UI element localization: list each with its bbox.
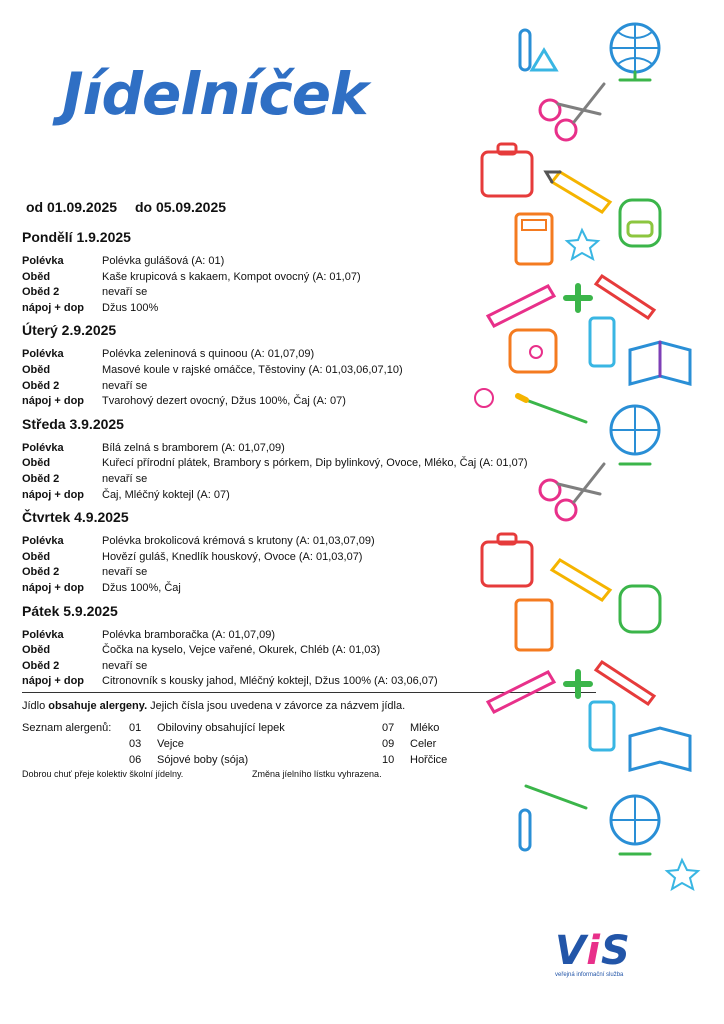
allergen-name: Obiloviny obsahující lepek [157, 722, 285, 734]
calculator-icon [516, 600, 552, 650]
meal-value: Džus 100% [102, 301, 159, 314]
allergen-item [382, 736, 447, 752]
page-title: Jídelníček [62, 60, 368, 128]
briefcase-icon [510, 330, 556, 372]
allergen-code: 01 [129, 722, 142, 734]
day-title: Pondělí 1.9.2025 [22, 229, 131, 245]
meal-label: Oběd 2 [22, 566, 60, 579]
meal-value: Hovězí guláš, Knedlík houskový, Ovoce (A: 01,03,07) [102, 550, 363, 563]
meal-value: nevaří se [102, 659, 148, 672]
meal-value: Čočka na kyselo, Vejce vařené, Okurek, Chléb (A: 01,03) [102, 644, 381, 657]
meal-value: Čaj, Mléčný koktejl (A: 07) [102, 488, 230, 501]
scissors-icon [540, 464, 604, 520]
meal-label: Polévka [22, 441, 64, 454]
ruler-icon [488, 672, 554, 712]
day-title: Středa 3.9.2025 [22, 415, 124, 432]
allergen-name: Mléko [410, 722, 440, 734]
allergen-list-heading: Seznam alergenů: [22, 722, 112, 734]
meal-label: nápoj + dop [22, 581, 85, 594]
meal-value: nevaří se [102, 472, 148, 485]
meal-value: Bílá zelná s bramborem (A: 01,07,09) [102, 441, 285, 454]
meal-value: Polévka gulášová (A: 01) [102, 255, 225, 267]
meal-label: Oběd 2 [22, 472, 60, 485]
allergen-item [382, 752, 447, 768]
star-icon [667, 860, 698, 889]
pencil-icon [596, 276, 654, 318]
star-icon [567, 230, 598, 259]
allergen-name: Sójové boby (sója) [157, 754, 249, 766]
meal-label: Oběd [22, 550, 51, 563]
book-icon [630, 342, 690, 384]
allergen-note [22, 700, 405, 712]
meal-value: Kuřecí přírodní plátek, Brambory s pórkem, Dip bylinkový, Ovoce, Mléko, Čaj (A: 01,07) [102, 457, 528, 470]
flower-icon [475, 389, 493, 407]
menu-period [26, 199, 240, 215]
paint-brush-icon [518, 396, 586, 422]
allergen-note-post: Jejich čísla jsou uvedena v závorce za názvem jídla. [147, 700, 406, 712]
meal-value: nevaří se [102, 286, 148, 299]
pencil-icon [596, 662, 654, 704]
meal-label: Oběd 2 [22, 286, 60, 299]
logo-tagline: veřejná informační služba [555, 972, 624, 978]
allergen-name: Hořčice [410, 754, 448, 766]
plus-icon [566, 286, 590, 310]
calculator-icon [516, 214, 552, 264]
period-from: od 01.09.2025 [26, 199, 118, 215]
period-to: do 05.09.2025 [134, 199, 227, 215]
plus-icon [566, 672, 590, 696]
globe-icon [611, 24, 659, 80]
meal-value: Masové koule v rajské omáčce, Těstoviny (A: 01,03,06,07,10) [102, 363, 403, 376]
day-title: Úterý 2.9.2025 [22, 322, 117, 339]
allergen-name: Vejce [157, 738, 184, 750]
globe-icon [611, 796, 659, 854]
meal-label: Oběd [22, 644, 51, 657]
test-tube-icon [520, 810, 530, 850]
backpack-icon [620, 200, 660, 246]
pencil-icon [552, 560, 610, 600]
glue-icon [590, 702, 614, 750]
meal-value: Citronovník s kousky jahod, Mléčný koktejl, Džus 100% (A: 03,06,07) [102, 675, 438, 688]
allergen-item [129, 720, 285, 736]
meal-label: nápoj + dop [22, 301, 85, 314]
meal-label: nápoj + dop [22, 675, 85, 688]
meal-label: Polévka [22, 348, 64, 361]
paint-brush-icon [526, 786, 586, 808]
allergen-column-1 [129, 720, 285, 768]
school-supplies-decoration [470, 0, 724, 900]
meal-value: Kaše krupicová s kakaem, Kompot ovocný (A: 01,07) [102, 270, 361, 283]
footer-left: Dobrou chuť přeje kolektiv školní jídelny. [22, 769, 184, 779]
allergen-code: 10 [382, 754, 395, 766]
day-title: Pátek 5.9.2025 [22, 602, 118, 619]
allergen-note-pre: Jídlo [22, 700, 49, 712]
allergen-column-2 [382, 720, 447, 768]
meal-label: Oběd [22, 270, 51, 283]
meal-label: Polévka [22, 535, 64, 548]
allergen-code: 09 [382, 738, 395, 750]
allergen-code: 03 [129, 738, 142, 750]
backpack-icon [620, 586, 660, 632]
meal-value: nevaří se [102, 379, 148, 392]
allergen-note-bold: obsahuje alergeny. [48, 700, 148, 712]
pencil-icon [546, 172, 610, 212]
allergen-code: 07 [382, 722, 395, 734]
meal-label: Polévka [22, 628, 64, 641]
allergen-name: Celer [410, 738, 437, 750]
meal-label: Polévka [22, 255, 64, 267]
meal-value: Polévka zeleninová s quinoou (A: 01,07,09) [102, 348, 315, 361]
allergen-item [382, 720, 447, 736]
allergen-item [129, 752, 285, 768]
allergen-code: 06 [129, 754, 142, 766]
meal-label: Oběd 2 [22, 379, 60, 392]
briefcase-icon [482, 144, 532, 196]
meal-label: nápoj + dop [22, 488, 85, 501]
day-title: Čtvrtek 4.9.2025 [22, 509, 129, 526]
meal-value: nevaří se [102, 566, 148, 579]
glue-icon [590, 318, 614, 366]
ruler-icon [488, 286, 554, 326]
logo-letter-i: i [586, 928, 601, 974]
meal-label: Oběd 2 [22, 659, 60, 672]
test-tube-icon [520, 30, 556, 70]
briefcase-icon [482, 534, 532, 586]
meal-value: Džus 100%, Čaj [102, 581, 181, 594]
allergen-item [129, 736, 285, 752]
meal-value: Tvarohový dezert ovocný, Džus 100%, Čaj (A: 07) [102, 395, 346, 408]
book-icon [630, 728, 690, 770]
footer-right: Změna jíelního lístku vyhrazena. [252, 769, 382, 779]
meal-value: Polévka brokolicová krémová s krutony (A: 01,03,07,09) [102, 535, 375, 548]
vis-logo [555, 928, 631, 978]
scissors-icon [540, 84, 604, 140]
meal-label: Oběd [22, 363, 51, 376]
logo-letter-v: V [555, 928, 587, 974]
meal-label: nápoj + dop [22, 395, 85, 408]
meal-label: Oběd [22, 457, 51, 470]
meal-value: Polévka bramboračka (A: 01,07,09) [102, 628, 276, 641]
logo-letter-s: S [600, 928, 631, 974]
globe-icon [611, 406, 659, 464]
